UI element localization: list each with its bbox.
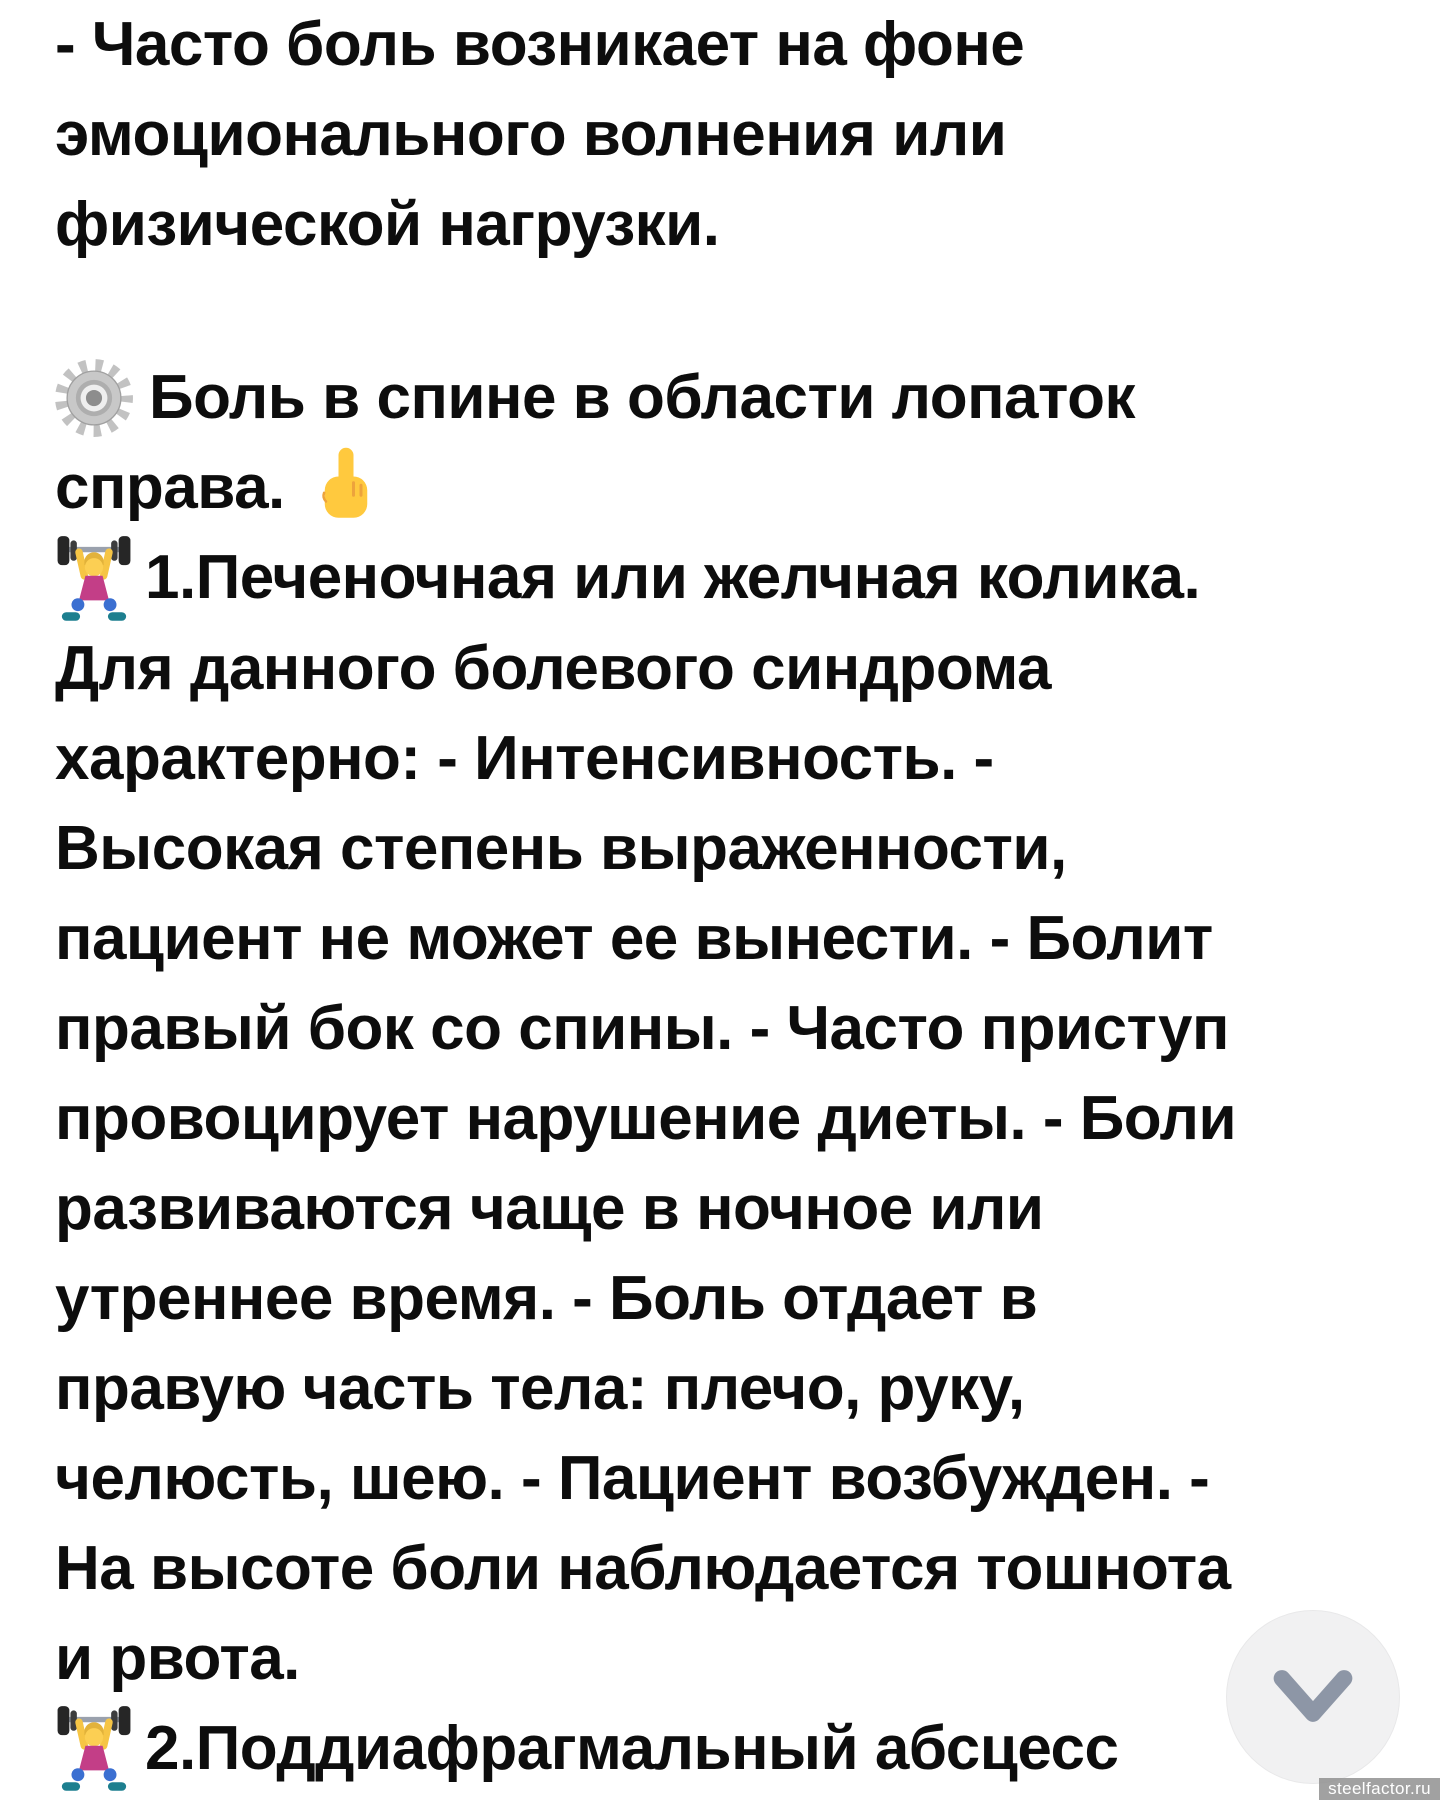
text-line	[55, 1344, 1440, 1434]
text-line	[55, 984, 1440, 1074]
line-text: челюсть, шею. - Пациент возбужден. -	[55, 1443, 1210, 1513]
line-text: справа.	[55, 453, 285, 522]
text-line	[55, 353, 1440, 443]
line-text: - Часто боль возникает на фоне	[55, 10, 1025, 79]
text-line	[55, 1164, 1440, 1254]
text-line	[55, 1074, 1440, 1164]
text-line	[55, 533, 1440, 624]
line-text: утреннее время. - Боль отдает в	[55, 1263, 1038, 1333]
woman-lifting-weights-icon	[53, 1704, 135, 1794]
line-text: На высоте боли наблюдается тошнота	[55, 1533, 1231, 1603]
text-line	[55, 1524, 1440, 1614]
scroll-down-button[interactable]	[1226, 1610, 1400, 1784]
text-line	[55, 90, 1440, 180]
line-text: провоцирует нарушение диеты. - Боли	[55, 1083, 1237, 1153]
text-line	[55, 1254, 1440, 1344]
point-up-icon	[316, 446, 376, 522]
text-line	[55, 804, 1440, 894]
gear-icon	[51, 355, 137, 441]
line-text: Боль в спине в области лопаток	[149, 363, 1135, 432]
line-text: физической нагрузки.	[55, 190, 720, 259]
text-line	[55, 0, 1440, 90]
line-text: 1.Печеночная или желчная колика.	[145, 543, 1201, 612]
text-line	[55, 894, 1440, 984]
line-text: пациент не может ее вынести. - Болит	[55, 903, 1213, 973]
line-text: эмоционального волнения или	[55, 100, 1007, 169]
line-text: правую часть тела: плечо, руку,	[55, 1353, 1025, 1423]
line-text: и рвота.	[55, 1623, 300, 1693]
line-text: правый бок со спины. - Часто приступ	[55, 993, 1229, 1063]
text-line	[55, 1434, 1440, 1524]
text-line	[55, 714, 1440, 804]
line-text: 2.Поддиафрагмальный абсцесс	[145, 1713, 1119, 1783]
text-line	[55, 624, 1440, 714]
line-text: развиваются чаще в ночное или	[55, 1173, 1044, 1243]
chevron-down-icon	[1269, 1668, 1357, 1726]
watermark: steelfactor.ru	[1319, 1778, 1440, 1800]
line-text: характерно: - Интенсивность. -	[55, 723, 994, 793]
line-text: Для данного болевого синдрома	[55, 633, 1051, 703]
line-text: Высокая степень выраженности,	[55, 813, 1067, 883]
woman-lifting-weights-icon	[53, 534, 135, 624]
text-line	[55, 180, 1440, 270]
text-line	[55, 443, 1440, 533]
